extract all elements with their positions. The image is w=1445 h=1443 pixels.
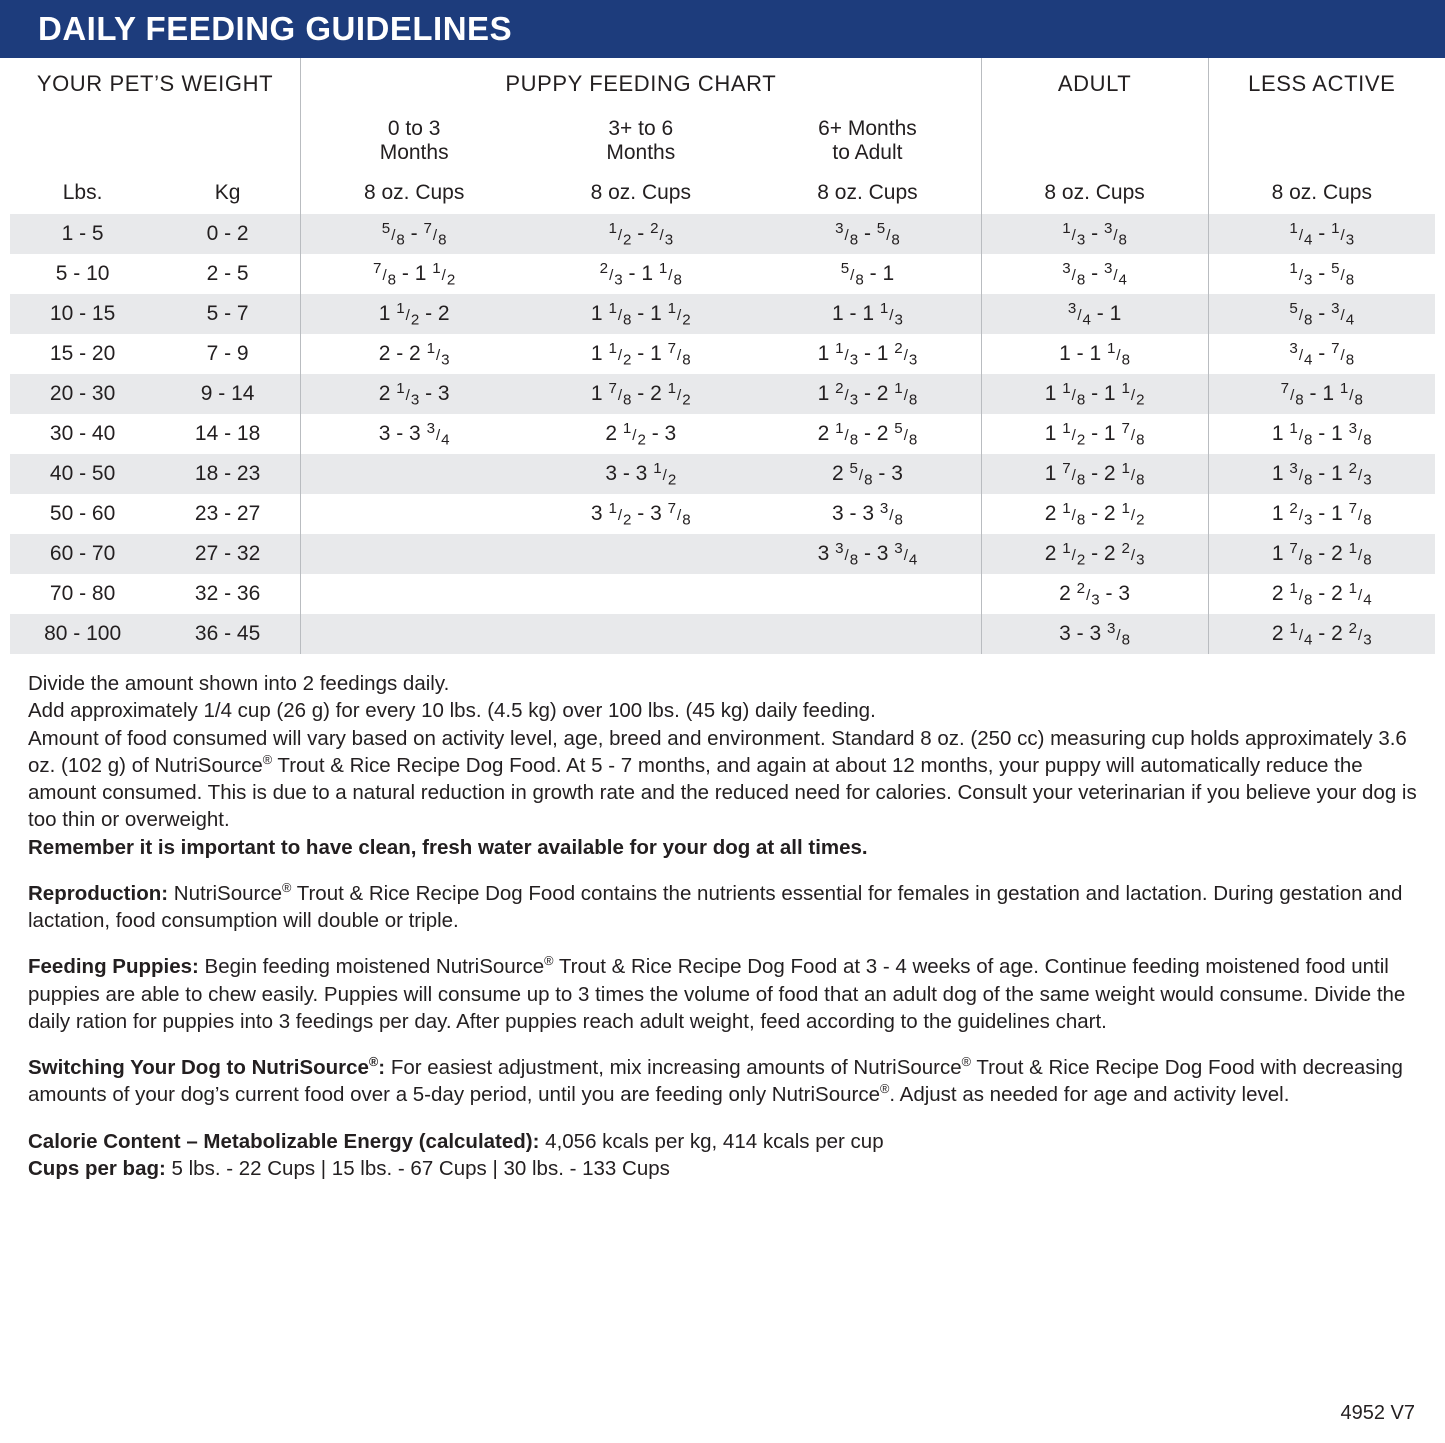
note-calorie-content bbox=[28, 1128, 1417, 1155]
cell-kg: 9 - 14 bbox=[155, 374, 300, 414]
cell-less-active: 1/4 - 1/3 bbox=[1208, 214, 1435, 254]
cell-adult: 2 1/8 - 2 1/2 bbox=[981, 494, 1208, 534]
subheader-empty-less-active bbox=[1208, 110, 1435, 172]
table-row bbox=[10, 574, 1435, 614]
note-reproduction bbox=[28, 880, 1417, 935]
reproduction-text-b: Trout & Rice Recipe Dog Food contains the nutrients essential for females in gestation and lactation. During gestation and lactation, food consumption will double or triple. bbox=[28, 881, 1403, 932]
cell-kg: 18 - 23 bbox=[155, 454, 300, 494]
note-feeding-puppies bbox=[28, 953, 1417, 1035]
cell-less-active: 5/8 - 3/4 bbox=[1208, 294, 1435, 334]
unit-cups-puppy-3-6: 8 oz. Cups bbox=[590, 181, 691, 204]
cell-puppy-6-adult: 5/8 - 1 bbox=[754, 254, 981, 294]
cups-per-bag-value: 5 lbs. - 22 Cups | 15 lbs. - 67 Cups | 30 lbs. - 133 Cups bbox=[165, 1156, 670, 1180]
note-amount-a: Amount of food consumed will vary based on activity level, age, breed and environment. Standard 8 oz. (250 cc) measuring cup holds approximately 3.6 oz. (102 g) of NutriSource bbox=[28, 726, 1407, 777]
cell-adult: 2 1/2 - 2 2/3 bbox=[981, 534, 1208, 574]
cell-puppy-3-6: 2 1/2 - 3 bbox=[605, 419, 677, 449]
subheader-puppy-6-adult: 6+ Months to Adult bbox=[754, 110, 981, 172]
cell-puppy-0-3: 1 1/2 - 2 bbox=[300, 294, 527, 334]
footer-code: 4952 V7 bbox=[1340, 1402, 1415, 1424]
cell-lbs: 5 - 10 bbox=[55, 262, 110, 285]
cell-less-active: 1 2/3 - 1 7/8 bbox=[1271, 499, 1372, 529]
cups-per-bag-label: Cups per bag: bbox=[28, 1156, 166, 1180]
note-amount-consumed bbox=[28, 725, 1417, 834]
registered-icon: ® bbox=[961, 1054, 972, 1070]
cell-puppy-6-adult: 2 5/8 - 3 bbox=[754, 454, 981, 494]
feeding-chart-table bbox=[10, 58, 1435, 654]
cell-puppy-0-3 bbox=[300, 494, 527, 534]
cell-puppy-0-3: 3 - 3 3/4 bbox=[300, 414, 527, 454]
cell-less-active: 2 1/8 - 2 1/4 bbox=[1271, 579, 1372, 609]
cell-kg: 5 - 7 bbox=[155, 294, 300, 334]
cell-puppy-3-6: 1 1/2 - 1 7/8 bbox=[590, 339, 691, 369]
unit-cups-less-active: 8 oz. Cups bbox=[1271, 181, 1372, 204]
cell-puppy-3-6: 3 - 3 1/2 bbox=[527, 454, 754, 494]
header-puppy-chart: PUPPY FEEDING CHART bbox=[300, 58, 981, 110]
cell-adult: 1 1/8 - 1 1/2 bbox=[981, 374, 1208, 414]
cell-puppy-3-6 bbox=[527, 614, 754, 654]
cell-puppy-6-adult bbox=[754, 614, 981, 654]
cell-puppy-6-adult: 1 - 1 1/3 bbox=[754, 294, 981, 334]
cell-puppy-0-3: 2 1/3 - 3 bbox=[300, 374, 527, 414]
table-row bbox=[10, 334, 1435, 374]
cell-less-active: 1 3/8 - 1 2/3 bbox=[1208, 454, 1435, 494]
unit-cups-puppy-0-3: 8 oz. Cups bbox=[300, 172, 527, 214]
cell-kg: 2 - 5 bbox=[206, 262, 249, 285]
subheader-empty-adult bbox=[981, 110, 1208, 172]
table-row bbox=[10, 454, 1435, 494]
note-add-approx: Add approximately 1/4 cup (26 g) for every 10 lbs. (4.5 kg) over 100 lbs. (45 kg) daily feeding. bbox=[28, 699, 876, 723]
cell-adult: 1 7/8 - 2 1/8 bbox=[981, 454, 1208, 494]
cell-less-active: 2 1/4 - 2 2/3 bbox=[1208, 614, 1435, 654]
cell-kg: 36 - 45 bbox=[155, 614, 300, 654]
cell-adult: 1/3 - 3/8 bbox=[981, 214, 1208, 254]
cell-puppy-6-adult: 3 3/8 - 3 3/4 bbox=[754, 534, 981, 574]
cell-puppy-3-6: 1 1/8 - 1 1/2 bbox=[527, 294, 754, 334]
unit-lbs: Lbs. bbox=[62, 181, 103, 204]
switching-text-a: For easiest adjustment, mix increasing amounts of NutriSource bbox=[385, 1056, 962, 1079]
subheader-puppy-0-3: 0 to 3 Months bbox=[300, 110, 527, 172]
cell-lbs: 30 - 40 bbox=[49, 422, 116, 445]
cell-kg: 32 - 36 bbox=[194, 582, 261, 605]
cell-lbs: 50 - 60 bbox=[49, 502, 116, 525]
cell-kg: 23 - 27 bbox=[194, 502, 261, 525]
header-pet-weight: YOUR PET’S WEIGHT bbox=[36, 71, 274, 96]
table-row bbox=[10, 294, 1435, 334]
cell-puppy-6-adult bbox=[754, 574, 981, 614]
switching-text-b: Trout & Rice Recipe Dog Food with decreasing amounts of your dog’s current food over a 5-day period, until you are feeding only NutriSource bbox=[28, 1056, 1403, 1107]
feeding-puppies-label: Feeding Puppies: bbox=[28, 955, 199, 979]
table-sub-header-row bbox=[10, 110, 1435, 172]
cell-lbs: 20 - 30 bbox=[10, 374, 155, 414]
cell-adult: 1 1/2 - 1 7/8 bbox=[981, 414, 1208, 454]
cell-puppy-6-adult: 1 2/3 - 2 1/8 bbox=[754, 374, 981, 414]
cell-kg: 27 - 32 bbox=[155, 534, 300, 574]
cell-less-active: 7/8 - 1 1/8 bbox=[1208, 374, 1435, 414]
cell-puppy-0-3 bbox=[300, 534, 527, 574]
cell-puppy-0-3: 5/8 - 7/8 bbox=[300, 214, 527, 254]
unit-cups-puppy-6-adult: 8 oz. Cups bbox=[754, 172, 981, 214]
cell-puppy-0-3: 2 - 2 1/3 bbox=[300, 334, 527, 374]
cell-adult: 3 - 3 3/8 bbox=[981, 614, 1208, 654]
table-row bbox=[10, 214, 1435, 254]
registered-icon: ® bbox=[880, 1081, 890, 1097]
cell-puppy-3-6 bbox=[527, 534, 754, 574]
cell-puppy-0-3: 7/8 - 1 1/2 bbox=[300, 254, 527, 294]
cell-puppy-0-3 bbox=[300, 614, 527, 654]
cell-puppy-3-6: 3 1/2 - 3 7/8 bbox=[590, 499, 691, 529]
cell-puppy-3-6: 2/3 - 1 1/8 bbox=[599, 259, 682, 289]
cell-adult: 1 - 1 1/8 bbox=[981, 334, 1208, 374]
header-adult: ADULT bbox=[981, 58, 1208, 110]
cell-puppy-0-3 bbox=[300, 574, 527, 614]
registered-icon: ® bbox=[282, 879, 292, 895]
header-less-active: LESS ACTIVE bbox=[1248, 71, 1396, 96]
cell-adult: 3/4 - 1 bbox=[981, 294, 1208, 334]
note-switching bbox=[28, 1054, 1417, 1109]
table-row bbox=[10, 414, 1435, 454]
calorie-label: Calorie Content – Metabolizable Energy (calculated): bbox=[28, 1129, 540, 1153]
table-row bbox=[10, 254, 1435, 294]
cell-puppy-6-adult: 1 1/3 - 1 2/3 bbox=[754, 334, 981, 374]
cell-adult: 3/8 - 3/4 bbox=[981, 254, 1208, 294]
cell-less-active: 1/3 - 5/8 bbox=[1289, 259, 1355, 289]
feeding-notes bbox=[28, 670, 1417, 1182]
cell-puppy-3-6: 1/2 - 2/3 bbox=[527, 214, 754, 254]
cell-lbs: 60 - 70 bbox=[10, 534, 155, 574]
registered-icon: ® bbox=[368, 1054, 379, 1070]
switching-label-a: Switching Your Dog to NutriSource bbox=[28, 1056, 369, 1079]
subheader-empty-weight bbox=[10, 110, 300, 172]
cell-kg: 14 - 18 bbox=[194, 422, 261, 445]
table-unit-header-row bbox=[10, 172, 1435, 214]
table-row bbox=[10, 534, 1435, 574]
note-amount-b: Trout & Rice Recipe Dog Food. At 5 - 7 months, and again at about 12 months, your puppy will automatically reduce the amount consumed. This is due to a natural reduction in growth rate and the reduced need for calories. Consult your veterinarian if you believe your dog is too thin or overweight. bbox=[28, 753, 1417, 832]
switching-text-c: . Adjust as needed for age and activity level. bbox=[889, 1083, 1290, 1107]
reproduction-label: Reproduction: bbox=[28, 881, 169, 905]
table-row bbox=[10, 614, 1435, 654]
table-row bbox=[10, 374, 1435, 414]
cell-lbs: 80 - 100 bbox=[10, 614, 155, 654]
cell-puppy-3-6: 1 7/8 - 2 1/2 bbox=[527, 374, 754, 414]
unit-cups-adult: 8 oz. Cups bbox=[981, 172, 1208, 214]
cell-puppy-3-6 bbox=[527, 574, 754, 614]
table-group-header-row bbox=[10, 58, 1435, 110]
registered-icon: ® bbox=[544, 953, 554, 969]
registered-icon: ® bbox=[262, 751, 273, 767]
page-header bbox=[0, 0, 1445, 58]
subheader-puppy-3-6: 3+ to 6 Months bbox=[606, 116, 676, 164]
page-title: DAILY FEEDING GUIDELINES bbox=[38, 10, 513, 47]
feeding-puppies-text-a: Begin feeding moistened NutriSource bbox=[198, 955, 545, 979]
cell-less-active: 3/4 - 7/8 bbox=[1289, 339, 1355, 369]
note-remember-water: Remember it is important to have clean, fresh water available for your dog at all times. bbox=[28, 835, 868, 859]
note-cups-per-bag bbox=[28, 1155, 1417, 1182]
cell-lbs: 15 - 20 bbox=[49, 342, 116, 365]
cell-less-active: 1 1/8 - 1 3/8 bbox=[1271, 419, 1372, 449]
cell-puppy-0-3 bbox=[300, 454, 527, 494]
calorie-value: 4,056 kcals per kg, 414 kcals per cup bbox=[539, 1129, 884, 1153]
table-body bbox=[10, 214, 1435, 654]
table-row bbox=[10, 494, 1435, 534]
cell-puppy-6-adult: 2 1/8 - 2 5/8 bbox=[754, 414, 981, 454]
switching-label-b: : bbox=[378, 1056, 386, 1079]
cell-lbs: 10 - 15 bbox=[10, 294, 155, 334]
cell-kg: 7 - 9 bbox=[206, 342, 249, 365]
cell-adult: 2 2/3 - 3 bbox=[981, 574, 1208, 614]
cell-kg: 0 - 2 bbox=[155, 214, 300, 254]
cell-puppy-6-adult: 3 - 3 3/8 bbox=[754, 494, 981, 534]
cell-less-active: 1 7/8 - 2 1/8 bbox=[1208, 534, 1435, 574]
cell-lbs: 40 - 50 bbox=[10, 454, 155, 494]
reproduction-text-a: NutriSource bbox=[168, 881, 283, 905]
feeding-puppies-text-b: Trout & Rice Recipe Dog Food at 3 - 4 weeks of age. Continue feeding moistened food until puppies are able to chew easily. Puppies will consume up to 3 times the volume of food that an adult dog of the same weight would consume. Divide the daily ration for puppies into 3 feedings per day. After puppies reach adult weight, feed according to the guidelines chart. bbox=[28, 955, 1406, 1033]
cell-lbs: 70 - 80 bbox=[49, 582, 116, 605]
cell-puppy-6-adult: 3/8 - 5/8 bbox=[754, 214, 981, 254]
note-divide: Divide the amount shown into 2 feedings daily. bbox=[28, 672, 450, 695]
cell-lbs: 1 - 5 bbox=[10, 214, 155, 254]
unit-kg: Kg bbox=[214, 181, 241, 204]
